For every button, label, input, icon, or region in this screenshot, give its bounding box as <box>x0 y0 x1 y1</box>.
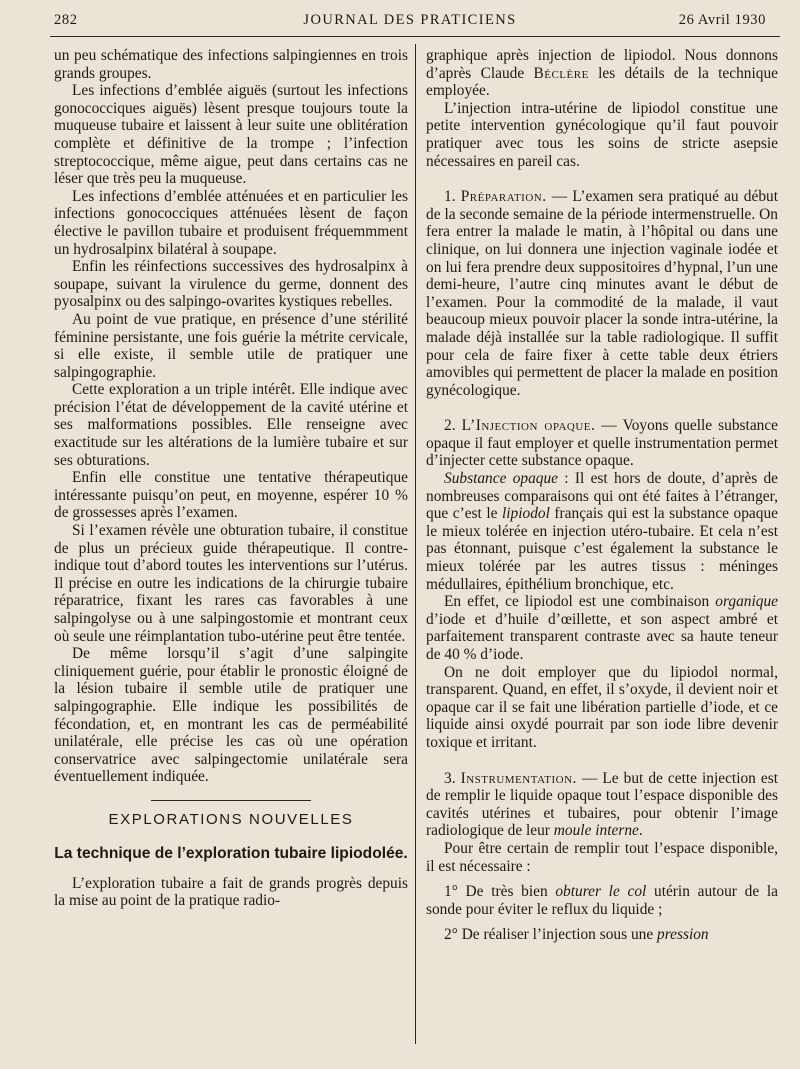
author-name: Béclère <box>533 64 589 82</box>
page-header <box>54 12 766 34</box>
paragraph: L’exploration tubaire a fait de grands progrès depuis la mise au point de la pratique radio- <box>54 874 408 910</box>
issue-date: 26 Avril 1930 <box>678 12 766 28</box>
paragraph: Les infections d’emblée atténuées et en particulier les infections gonococciques atténuées lèsent de façon élective le pavillon tubaire et produisent fréquemmment un hydrosalpinx bilatéral à soupape. <box>54 187 408 258</box>
article-title: La technique de l’exploration tubaire lipiodolée. <box>54 844 408 862</box>
paragraph: En effet, ce lipiodol est une combinaison organique d’iode et d’huile d’œillette, et son aspect ambré et parfaitement transparent contraste avec sa haute teneur de 40 % d’iode. <box>426 593 778 663</box>
paragraph: Enfin les réinfections successives des hydrosalpinx à soupape, suivant la virulence du germe, donnent des pyosalpinx ou des salpingo-ovarites kystiques rebelles. <box>54 258 408 311</box>
paragraph: Substance opaque : Il est hors de doute, d’après de nombreuses comparaisons qui ont été faites à l’étranger, que c’est le lipiodol français qui est la substance opaque le mieux tolérée en injection utéro-tubaire. Et cela n’est pas étonnant, puisque c’est également la substance le mieux tolérée par les autres tissus : méninges médullaires, épithélium bronchique, etc. <box>426 470 779 593</box>
paragraph: Si l’examen révèle une obturation tubaire, il constitue de plus un précieux guide thérapeutique. Il contre-indique tout d’abord toutes les interventions sur l’utérus. Il précise en outre les indications de la chirurgie tubaire réparatrice, fixant les rares cas favorables à une salpingolyse ou à une salpingostomie et montrant ceux où seule une réimplantation tubo-utérine peut être tentée. <box>54 522 408 645</box>
subsection-title: Préparation. <box>460 188 547 206</box>
list-item: 1° De très bien obturer le col utérin autour de la sonde pour éviter le reflux du liquide ; <box>426 883 778 918</box>
section-instrumentation: 3. Instrumentation. — Le but de cette injection est de remplir le liquide opaque tout l’espace disponible des cavités utérines et tubaires, pour obtenir l’image radiologique de leur moule interne. <box>426 769 779 840</box>
subsection-title: L’Injection opaque. <box>461 417 596 435</box>
paragraph: L’injection intra-utérine de lipiodol constitue une petite intervention gynécologique qu’il faut pouvoir pratiquer avec tous les soins de stricte asepsie nécessaires en pareil cas. <box>426 99 778 170</box>
section-heading: EXPLORATIONS NOUVELLES <box>108 810 354 828</box>
header-rule <box>50 36 780 37</box>
paragraph: graphique après injection de lipiodol. Nous donnons d’après Claude Béclère les détails de la technique employée. <box>426 47 778 100</box>
journal-title: JOURNAL DES PRATICIENS <box>303 12 517 28</box>
section-injection: 2. L’Injection opaque. — Voyons quelle substance opaque il faut employer et quelle instrumentation permet d’injecter cette substance opaque. <box>426 417 779 470</box>
paragraph: De même lorsqu’il s’agit d’une salpingite cliniquement guérie, pour établir le pronostic éloigné de la lésion tubaire il semble utile de pratiquer une salpingographie. Elle indique les possibilités de fécondation, et, en montrant les cas de perméabilité unilatérale, elle précise les cas où une opération conservatrice avec salpingectomie unilatérale sera éventuellement indiquée. <box>54 645 408 786</box>
section-preparation: 1. Préparation. — L’examen sera pratiqué au début de la seconde semaine de la période intermenstruelle. On fera entrer la malade le matin, à l’hôpital ou dans une clinique, on lui donnera une injection vaginale iodée et on lui fera prendre deux suppositoires d’hypnal, l’un une demi-heure, l’autre cinq minutes avant le début de l’examen. Pour la commodité de la malade, il vaut beaucoup mieux pouvoir placer la sonde intra-utérine, la malade déjà installée sur la table radiologique. Il suffit pour cela de faire fixer à cette table deux étriers amovibles qui permettent de placer la malade en position gynécologique. <box>426 188 778 399</box>
paragraph: Enfin elle constitue une tentative thérapeutique intéressante puisqu’on peut, en moyenne, espérer 10 % de grossesses après l’examen. <box>54 469 408 522</box>
right-column <box>426 47 778 944</box>
paragraph: Les infections d’emblée aiguës (surtout les infections gonococciques aiguës) lèsent presque toujours toute la muqueuse tubaire et laissent à leur suite une oblitération complète et définitive de la trompe ; l’infection streptococcique, même aigue, peut dans certains cas ne léser que très peu la muqueuse. <box>54 82 408 188</box>
left-column <box>54 47 408 910</box>
subsection-title: Instrumentation. <box>460 769 577 787</box>
italic-label: Substance opaque <box>444 470 559 488</box>
section-rule <box>151 800 311 801</box>
page-number: 282 <box>54 12 78 28</box>
list-item: 2° De réaliser l’injection sous une pression <box>444 926 709 944</box>
paragraph: Pour être certain de remplir tout l’espace disponible, il est nécessaire : <box>426 839 778 875</box>
paragraph: un peu schématique des infections salpingiennes en trois grands groupes. <box>54 47 408 82</box>
column-divider <box>415 44 416 1044</box>
paragraph: Cette exploration a un triple intérêt. Elle indique avec précision l’état de développement de la cavité utérine et ses malformations possibles. Elle renseigne avec exactitude sur les altérations de la lumière tubaire et sur ses obturations. <box>54 381 408 469</box>
paragraph: On ne doit employer que du lipiodol normal, transparent. Quand, en effet, il s’oxyde, il devient noir et opaque car il se fait une libération partielle d’iode, et ce liquide ainsi oxydé pourrait par son iode libre devenir toxique et irritant. <box>426 663 778 751</box>
paragraph: Au point de vue pratique, en présence d’une stérilité féminine persistante, une fois guérie la métrite cervicale, si elle existe, il semble utile de pratiquer une salpingographie. <box>54 310 408 381</box>
